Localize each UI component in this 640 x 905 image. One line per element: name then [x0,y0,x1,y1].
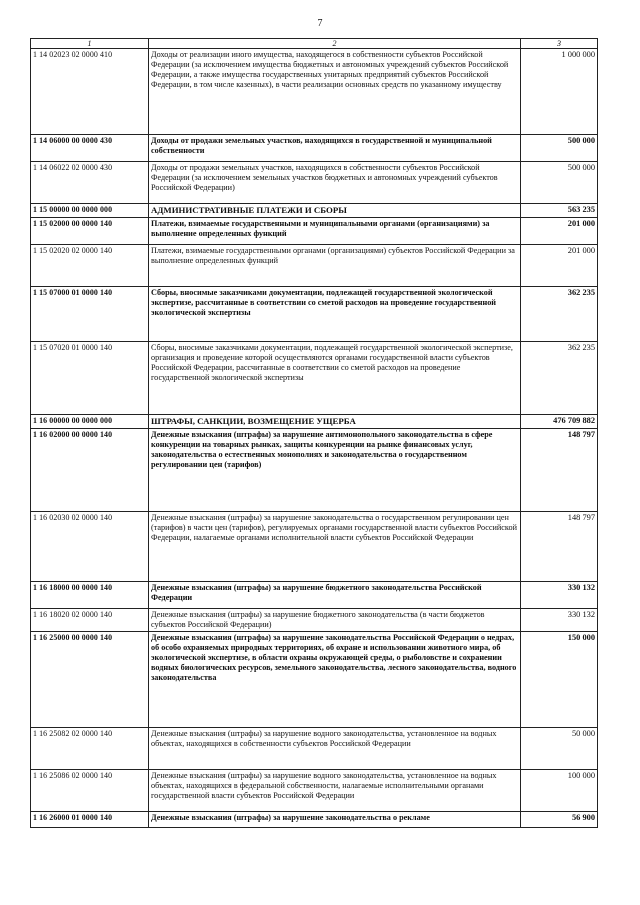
row-amount-cell: 150 000 [521,632,598,728]
row-amount-cell: 362 235 [521,342,598,415]
row-code-cell: 1 15 00000 00 0000 000 [31,204,149,218]
row-description-cell: Платежи, взимаемые государственными и муниципальными органами (организациями) за выполнение определенных функций [149,218,521,245]
row-amount-cell: 563 235 [521,204,598,218]
table-row [31,342,598,415]
row-amount-cell: 201 000 [521,245,598,287]
row-amount-cell: 476 709 882 [521,415,598,429]
row-code-cell: 1 15 02020 02 0000 140 [31,245,149,287]
row-amount-cell: 330 132 [521,609,598,632]
row-code-cell: 1 16 26000 01 0000 140 [31,812,149,828]
row-code-cell: 1 16 02000 00 0000 140 [31,429,149,512]
row-code-cell: 1 14 06022 02 0000 430 [31,162,149,204]
table-row [31,582,598,609]
row-code-cell: 1 14 06000 00 0000 430 [31,135,149,162]
row-description-cell: Денежные взыскания (штрафы) за нарушение бюджетного законодательства Российской Федерации [149,582,521,609]
row-code-cell: 1 16 25082 02 0000 140 [31,728,149,770]
row-amount-cell: 148 797 [521,429,598,512]
table-row [31,728,598,770]
table-row [31,512,598,582]
table-row [31,49,598,135]
column-header-code: 1 [31,39,149,49]
row-code-cell: 1 16 18000 00 0000 140 [31,582,149,609]
table-row [31,162,598,204]
row-code-cell: 1 16 18020 02 0000 140 [31,609,149,632]
row-amount-cell: 56 900 [521,812,598,828]
row-amount-cell: 330 132 [521,582,598,609]
row-description-cell: Денежные взыскания (штрафы) за нарушение бюджетного законодательства (в части бюджетов субъектов Российской Федерации) [149,609,521,632]
revenue-table [30,38,598,828]
table-header-row [31,39,598,49]
table-row [31,135,598,162]
row-code-cell: 1 16 00000 00 0000 000 [31,415,149,429]
column-header-amount: 3 [521,39,598,49]
row-description-cell: Сборы, вносимые заказчиками документации, подлежащей государственной экологической экспертизе, рассчитанные в соответствии со сметой расходов на проведение государственной экологической экспертизы [149,287,521,342]
table-row [31,245,598,287]
row-amount-cell: 500 000 [521,162,598,204]
row-description-cell: Доходы от продажи земельных участков, находящихся в государственной и муниципальной собственности [149,135,521,162]
row-description-cell: Денежные взыскания (штрафы) за нарушение водного законодательства, установленное на водных объектах, находящихся в собственности субъектов Российской Федерации [149,728,521,770]
row-description-cell: Денежные взыскания (штрафы) за нарушение законодательства о государственном регулировании цен (тарифов) в части цен (тарифов), регулируемых органами государственной власти субъектов Российской Федерации, налагаемые органами исполнительной власти субъектов Российской Федерации [149,512,521,582]
table-row [31,218,598,245]
row-code-cell: 1 15 02000 00 0000 140 [31,218,149,245]
row-amount-cell: 362 235 [521,287,598,342]
row-amount-cell: 1 000 000 [521,49,598,135]
row-code-cell: 1 16 02030 02 0000 140 [31,512,149,582]
row-description-cell: Денежные взыскания (штрафы) за нарушение антимонопольного законодательства в сфере конкуренции на товарных рынках, защиты конкуренции на рынке финансовых услуг, законодательства о естественных монополиях и законодательства о государственном регулировании цен (тарифов) [149,429,521,512]
table-row [31,429,598,512]
row-description-cell: Платежи, взимаемые государственными органами (организациями) субъектов Российской Федерации за выполнение определенных функций [149,245,521,287]
row-code-cell: 1 16 25000 00 0000 140 [31,632,149,728]
row-description-cell: АДМИНИСТРАТИВНЫЕ ПЛАТЕЖИ И СБОРЫ [149,204,521,218]
row-amount-cell: 148 797 [521,512,598,582]
row-code-cell: 1 14 02023 02 0000 410 [31,49,149,135]
table-row [31,632,598,728]
row-description-cell: Доходы от реализации иного имущества, находящегося в собственности субъектов Российской Федерации (за исключением имущества бюджетных и автономных учреждений субъектов Российской Федерации, а также имущества государственных унитарных предприятий субъектов Российской Федерации, в том числе казенных), в части реализации основных средств по указанному имуществу [149,49,521,135]
row-description-cell: Сборы, вносимые заказчиками документации, подлежащей государственной экологической экспертизе, организация и проведение которой осуществляются органами государственной власти субъектов Российской Федерации, рассчитанные в соответствии со сметой расходов на проведение государственной экологической экспертизы [149,342,521,415]
table-row [31,770,598,812]
column-header-description: 2 [149,39,521,49]
row-description-cell: Доходы от продажи земельных участков, находящихся в собственности субъектов Российской Федерации (за исключением земельных участков бюджетных и автономных учреждений субъектов Российской Федерации) [149,162,521,204]
row-amount-cell: 50 000 [521,728,598,770]
table-row [31,609,598,632]
row-description-cell: Денежные взыскания (штрафы) за нарушение законодательства Российской Федерации о недрах, об особо охраняемых природных территориях, об охране и использовании животного мира, об экологической экспертизе, в области охраны окружающей среды, о рыболовстве и сохранении водных биологических ресурсов, земельного законодательства, лесного законодательства, водного законодательства [149,632,521,728]
row-code-cell: 1 15 07000 01 0000 140 [31,287,149,342]
table-row [31,204,598,218]
table-body [31,49,598,828]
row-amount-cell: 100 000 [521,770,598,812]
row-code-cell: 1 16 25086 02 0000 140 [31,770,149,812]
row-code-cell: 1 15 07020 01 0000 140 [31,342,149,415]
row-description-cell: Денежные взыскания (штрафы) за нарушение водного законодательства, установленное на водных объектах, находящихся в федеральной собственности, налагаемые исполнительными органами государственной власти субъектов Российской Федерации [149,770,521,812]
row-amount-cell: 500 000 [521,135,598,162]
page-number: 7 [317,18,323,29]
table-row [31,415,598,429]
table-row [31,287,598,342]
row-description-cell: Денежные взыскания (штрафы) за нарушение законодательства о рекламе [149,812,521,828]
table-row [31,812,598,828]
row-amount-cell: 201 000 [521,218,598,245]
row-description-cell: ШТРАФЫ, САНКЦИИ, ВОЗМЕЩЕНИЕ УЩЕРБА [149,415,521,429]
